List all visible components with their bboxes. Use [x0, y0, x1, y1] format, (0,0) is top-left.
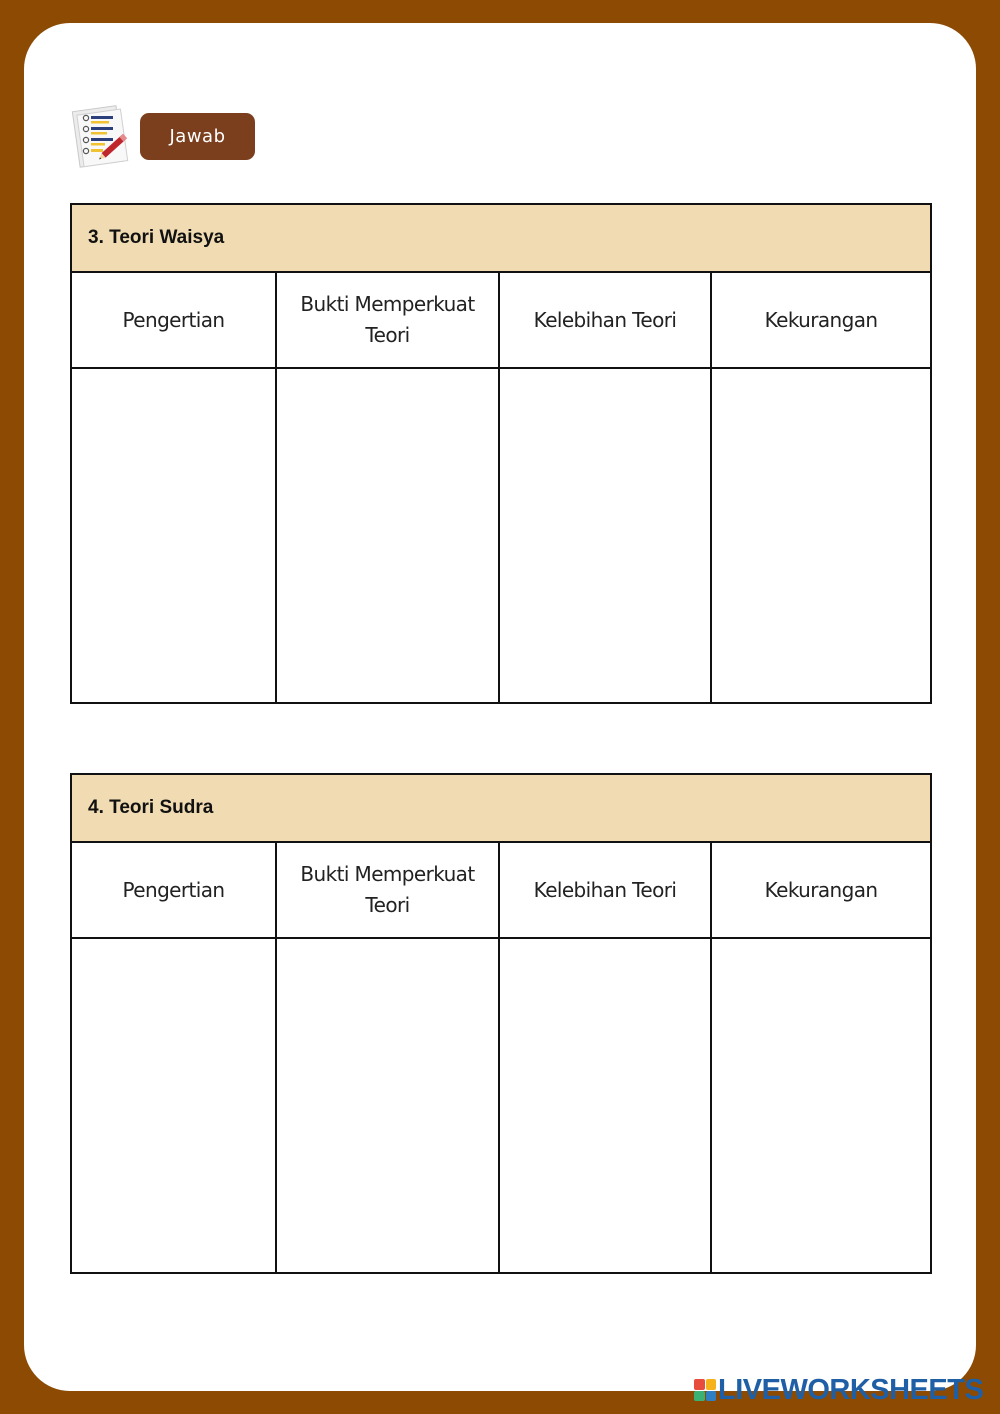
theory-table-waisya: [70, 203, 932, 704]
column-header: Bukti Memperkuat Teori: [276, 842, 499, 938]
checklist-icon: [70, 104, 132, 168]
column-header: Bukti Memperkuat Teori: [276, 272, 499, 368]
answer-cell-bukti[interactable]: [276, 938, 499, 1273]
column-header: Kelebihan Teori: [499, 272, 711, 368]
answer-button[interactable]: Jawab: [140, 113, 255, 160]
answer-cell-kelebihan[interactable]: [499, 938, 711, 1273]
column-header: Kekurangan: [711, 272, 931, 368]
answer-cell-kekurangan[interactable]: [711, 368, 931, 703]
column-header: Kekurangan: [711, 842, 931, 938]
answer-cell-bukti[interactable]: [276, 368, 499, 703]
column-header: Kelebihan Teori: [499, 842, 711, 938]
column-header: Pengertian: [71, 842, 276, 938]
table-title: 4. Teori Sudra: [71, 774, 931, 842]
logo-squares-icon: [694, 1379, 716, 1401]
table-title: 3. Teori Waisya: [71, 204, 931, 272]
column-header: Pengertian: [71, 272, 276, 368]
answer-cell-pengertian[interactable]: [71, 938, 276, 1273]
answer-cell-kekurangan[interactable]: [711, 938, 931, 1273]
answer-cell-pengertian[interactable]: [71, 368, 276, 703]
liveworksheets-logo[interactable]: [694, 1375, 983, 1405]
theory-table-sudra: [70, 773, 932, 1274]
answer-cell-kelebihan[interactable]: [499, 368, 711, 703]
logo-text: LIVEWORKSHEETS: [718, 1373, 984, 1406]
